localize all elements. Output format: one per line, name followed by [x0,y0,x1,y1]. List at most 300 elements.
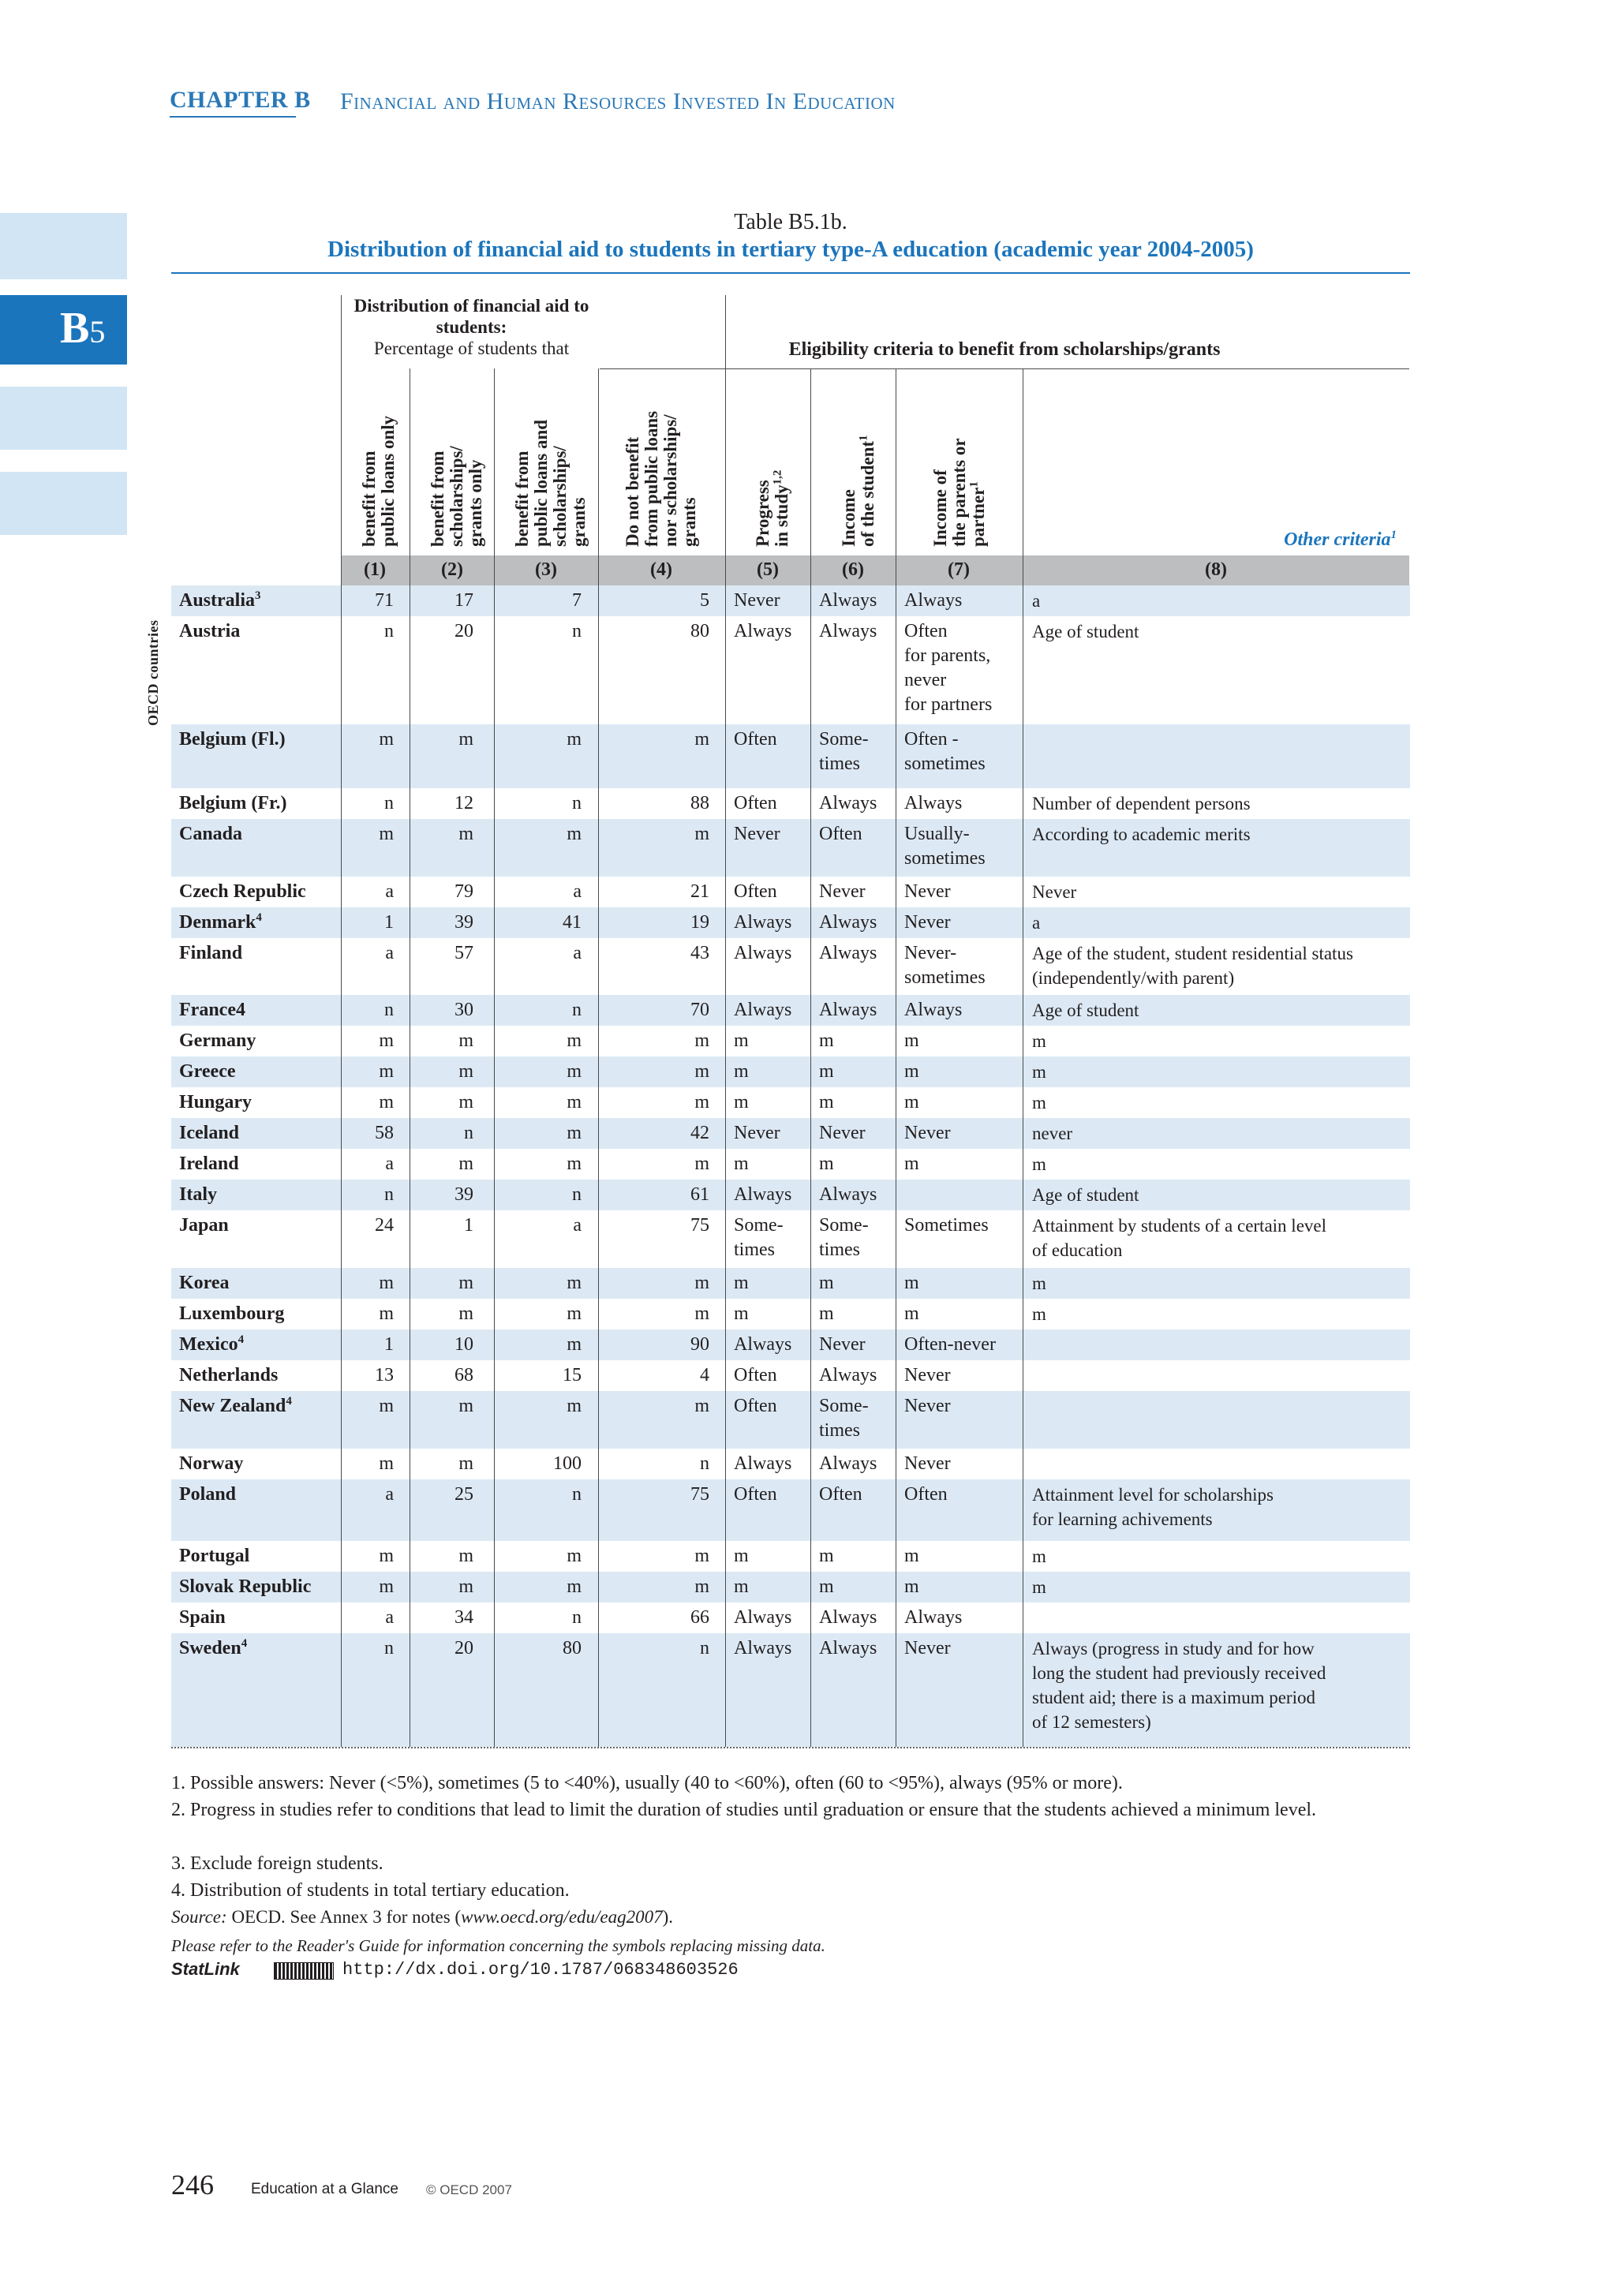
country-name: Germany [179,1030,256,1051]
side-tab-lower-2 [0,472,127,535]
cell-col-7: Never [904,881,951,902]
cell-col-7: Never- sometimes [904,943,986,988]
table-row [171,1479,1410,1541]
cell-col-6: Some- times [819,1215,869,1260]
cell-col-5: Always [734,943,792,963]
country-name: Denmark$^4$ [179,911,262,933]
table-row [171,1026,1410,1056]
cell-col-1: m [379,1576,394,1597]
cell-col-6: Some- times [819,1396,869,1441]
cell-col-7: m [904,1576,919,1597]
cell-col-3: a [573,1215,582,1236]
cell-col-8: m [1032,1031,1046,1051]
country-name: Portugal [179,1546,250,1566]
cell-col-5: Always [734,912,792,933]
cell-col-7: Always [904,590,963,611]
country-name: Japan [179,1215,229,1236]
cell-col-6: Always [819,793,877,813]
cell-col-4: 4 [700,1365,709,1385]
cell-col-1: m [379,1546,394,1566]
cell-col-4: 88 [690,793,709,813]
cell-col-4: 43 [690,943,709,963]
cell-col-6: m [819,1576,834,1597]
column-separator [494,368,495,1747]
cell-col-5: Often [734,793,777,813]
cell-col-5: Always [734,1334,792,1355]
cell-col-5: Often [734,729,777,750]
cell-col-2: n [464,1123,473,1143]
cell-col-6: Always [819,912,877,933]
cell-col-3: n [572,1000,582,1020]
cell-col-5: Often [734,1365,777,1385]
cell-col-2: m [458,1030,473,1051]
table-row [171,1541,1410,1572]
cell-col-3: n [572,793,582,813]
cell-col-1: n [384,1638,394,1658]
country-name: Hungary [179,1092,252,1112]
cell-col-7: Never [904,912,951,933]
table-title: Distribution of financial aid to students in tertiary type-A education (academic year 2004-2005) [327,237,1254,262]
cell-col-8: Number of dependent persons [1032,794,1251,813]
cell-col-3: n [572,1484,582,1505]
chapter-underline [170,116,296,118]
cell-col-1: n [384,1184,394,1205]
cell-col-6: Always [819,1184,877,1205]
cell-col-2: 34 [454,1607,473,1628]
cell-col-3: m [567,1123,582,1143]
cell-col-7: Sometimes [904,1215,989,1236]
footnote-3: 3. Exclude foreign students. [171,1853,383,1874]
table-row [171,1360,1410,1391]
cell-col-2: m [458,1453,473,1474]
cell-col-7: Never [904,1638,951,1658]
cell-col-5: Often [734,1396,777,1416]
cell-col-7: m [904,1154,919,1174]
cell-col-6: Some- times [819,729,869,774]
cell-col-2: 1 [464,1215,473,1236]
missing-data-note: Please refer to the Reader's Guide for information concerning the symbols replacing missing data. [171,1936,825,1955]
column-separator [725,295,726,1747]
table-row [171,1299,1410,1329]
column-separator [598,368,599,1747]
cell-col-8: m [1032,1304,1046,1324]
cell-col-6: Always [819,1000,877,1020]
cell-col-5: m [734,1576,749,1597]
column-number-3: (3) [535,559,557,580]
cell-col-3: 7 [572,590,582,611]
footnote-2: 2. Progress in studies refer to conditions that lead to limit the duration of studies until graduation or ensure that the students achieved a minimum level. [171,1800,1317,1820]
cell-col-2: m [458,1092,473,1112]
cell-col-6: Always [819,1365,877,1385]
cell-col-6: Never [819,1334,866,1355]
country-name: Ireland [179,1154,239,1174]
cell-col-3: m [567,1030,582,1051]
cell-col-7: Often-never [904,1334,996,1355]
cell-col-6: Always [819,1607,877,1628]
table-row [171,1087,1410,1118]
cell-col-7: Always [904,793,963,813]
column-number-4: (4) [650,559,672,580]
statlink-url[interactable]: http://dx.doi.org/10.1787/068348603526 [342,1960,739,1980]
table-row [171,585,1410,616]
cell-col-2: m [458,729,473,750]
cell-col-7: m [904,1303,919,1324]
table-row [171,1056,1410,1087]
cell-col-3: m [567,1061,582,1082]
table-row [171,819,1410,877]
table-row [171,1572,1410,1602]
table-row [171,1180,1410,1210]
cell-col-1: 58 [375,1123,394,1143]
cell-col-5: m [734,1061,749,1082]
cell-col-7: Often - sometimes [904,729,986,774]
cell-col-6: Always [819,943,877,963]
country-name: Sweden$^4$ [179,1637,248,1658]
cell-col-2: 79 [454,881,473,902]
cell-col-7: Never [904,1365,951,1385]
table-row [171,616,1410,724]
cell-col-4: m [694,1546,709,1566]
cell-col-3: 15 [563,1365,582,1385]
cell-col-5: Some- times [734,1215,784,1260]
statlink-barcode-icon [274,1962,334,1980]
cell-col-4: 61 [690,1184,709,1205]
cell-col-2: m [458,1546,473,1566]
cell-col-8: a [1032,913,1041,933]
cell-col-1: m [379,1273,394,1293]
cell-col-2: 12 [454,793,473,813]
cell-col-7: m [904,1273,919,1293]
cell-col-5: Often [734,881,777,902]
cell-col-3: m [567,824,582,844]
cell-col-7: m [904,1061,919,1082]
statlink-label: StatLink [171,1959,240,1979]
cell-col-2: 10 [454,1334,473,1355]
cell-col-8: m [1032,1273,1046,1293]
cell-col-7: Always [904,1000,963,1020]
cell-col-1: m [379,1092,394,1112]
cell-col-6: Never [819,881,866,902]
cell-col-3: m [567,1576,582,1597]
country-name: Mexico$^4$ [179,1333,245,1355]
cell-col-6: m [819,1030,834,1051]
country-name: Finland [179,943,243,963]
publication-name: Education at a Glance [251,2181,398,2197]
cell-col-3: m [567,1396,582,1416]
cell-col-6: Often [819,824,862,844]
cell-col-7: m [904,1546,919,1566]
table-row [171,1449,1410,1479]
cell-col-4: n [700,1453,709,1474]
column-header-other-criteria: Other criteria$^1$ [1284,529,1397,550]
country-name: Greece [179,1061,236,1082]
column-header-4: Do not benefit from public loans nor scholarships/ grants [623,410,699,547]
cell-col-4: 75 [690,1484,709,1505]
cell-col-2: 57 [454,943,473,963]
country-name: Australia$^3$ [179,589,261,611]
footnote-4: 4. Distribution of students in total tertiary education. [171,1880,570,1901]
table-number: Table B5.1b. [734,210,847,234]
cell-col-3: n [572,1607,582,1628]
cell-col-7: Always [904,1607,963,1628]
table-row [171,788,1410,819]
oecd-countries-label: OECD countries [145,619,161,726]
cell-col-1: n [384,621,394,641]
side-tab-upper [0,213,127,279]
chapter-title: Financial and Human Resources Invested In Education [340,88,896,114]
cell-col-2: m [458,824,473,844]
cell-col-2: 39 [454,1184,473,1205]
cell-col-2: 20 [454,621,473,641]
side-tab-lower-1 [0,387,127,450]
cell-col-1: n [384,793,394,813]
chapter-label: CHAPTER B [170,87,311,113]
cell-col-5: Always [734,1453,792,1474]
cell-col-4: 21 [690,881,709,902]
table-top-rule [171,272,1410,274]
cell-col-3: m [567,1154,582,1174]
cell-col-6: Always [819,1453,877,1474]
cell-col-1: 71 [375,590,394,611]
cell-col-5: Always [734,1184,792,1205]
table-row [171,1268,1410,1299]
column-number-8: (8) [1205,559,1227,580]
cell-col-8: never [1032,1124,1073,1143]
source-link[interactable]: www.oecd.org/edu/eag2007 [461,1907,663,1927]
cell-col-8: m [1032,1577,1046,1597]
table-row [171,1210,1410,1268]
cell-col-4: n [700,1638,709,1658]
column-separator [810,368,811,1747]
cell-col-5: m [734,1092,749,1112]
table-row [171,1633,1410,1747]
cell-col-6: Always [819,590,877,611]
cell-col-5: Often [734,1484,777,1505]
cell-col-6: Always [819,621,877,641]
cell-col-2: 25 [454,1484,473,1505]
cell-col-3: 80 [563,1638,582,1658]
cell-col-8: Attainment level for scholarships for learning achivements [1032,1485,1274,1529]
table-bottom-rule [171,1747,1410,1748]
cell-col-3: a [573,881,582,902]
cell-col-1: m [379,824,394,844]
cell-col-3: m [567,1273,582,1293]
cell-col-4: 19 [690,912,709,933]
cell-col-8: According to academic merits [1032,825,1251,844]
header-rule [600,368,1409,369]
table-row [171,1329,1410,1360]
cell-col-2: 68 [454,1365,473,1385]
cell-col-3: n [572,621,582,641]
cell-col-4: 75 [690,1215,709,1236]
cell-col-8: Attainment by students of a certain level of education [1032,1216,1326,1260]
cell-col-2: 39 [454,912,473,933]
country-name: Czech Republic [179,881,306,902]
cell-col-8: m [1032,1062,1046,1082]
country-name: Belgium (Fl.) [179,729,286,750]
cell-col-1: 1 [384,912,394,933]
cell-col-1: a [385,1607,394,1628]
cell-col-8: m [1032,1546,1046,1566]
column-number-7: (7) [948,559,970,580]
group-header-eligibility: Eligibility criteria to benefit from scholarships/grants [788,339,1221,360]
cell-col-2: 20 [454,1638,473,1658]
cell-col-3: m [567,1092,582,1112]
cell-col-6: Often [819,1484,862,1505]
cell-col-6: m [819,1273,834,1293]
cell-col-5: Always [734,621,792,641]
cell-col-3: m [567,1303,582,1324]
table-row [171,877,1410,907]
cell-col-8: m [1032,1093,1046,1112]
cell-col-7: Often for parents, never for partners [904,621,993,715]
cell-col-6: Always [819,1638,877,1658]
cell-col-5: m [734,1273,749,1293]
cell-col-4: m [694,729,709,750]
footnote-1: 1. Possible answers: Never (<5%), sometimes (5 to <40%), usually (40 to <60%), often (60 to <95%), always (95% or more). [171,1773,1123,1793]
cell-col-5: Always [734,1607,792,1628]
country-name: Luxembourg [179,1303,285,1324]
country-name: Iceland [179,1123,240,1143]
cell-col-5: Never [734,824,780,844]
cell-col-6: m [819,1154,834,1174]
country-name: Belgium (Fr.) [179,793,287,813]
table-row [171,1602,1410,1633]
country-name: Korea [179,1273,230,1293]
cell-col-5: Always [734,1638,792,1658]
cell-col-2: m [458,1396,473,1416]
table-row [171,1391,1410,1449]
group-header-distribution: Distribution of financial aid to students: Percentage of students that [354,296,589,358]
cell-col-1: m [379,729,394,750]
country-name: Canada [179,824,243,844]
cell-col-1: n [384,1000,394,1020]
column-header-3: benefit from public loans and scholarships/ grants [512,419,589,547]
cell-col-1: a [385,1484,394,1505]
country-name: New Zealand$^4$ [179,1395,292,1416]
cell-col-2: m [458,1303,473,1324]
cell-col-4: m [694,1061,709,1082]
cell-col-1: a [385,881,394,902]
cell-col-8: Never [1032,882,1077,902]
cell-col-5: m [734,1154,749,1174]
column-header-5: Progress in study$^{1,2}$ [753,469,791,547]
cell-col-1: m [379,1061,394,1082]
cell-col-3: a [573,943,582,963]
cell-col-4: m [694,1154,709,1174]
cell-col-1: m [379,1303,394,1324]
cell-col-1: a [385,943,394,963]
table-row [171,1118,1410,1149]
cell-col-8: Age of student [1032,1185,1139,1205]
table-row [171,995,1410,1026]
cell-col-6: m [819,1546,834,1566]
cell-col-5: Always [734,1000,792,1020]
cell-col-6: m [819,1092,834,1112]
cell-col-4: m [694,1273,709,1293]
country-name: Netherlands [179,1365,279,1385]
table-row [171,1149,1410,1180]
cell-col-8: a [1032,591,1041,611]
cell-col-4: m [694,1576,709,1597]
country-name: Italy [179,1184,217,1205]
cell-col-3: m [567,1546,582,1566]
cell-col-2: m [458,1273,473,1293]
side-tab-label: B5 [60,304,106,353]
column-header-1: benefit from public loans only [359,415,398,547]
cell-col-1: 13 [375,1365,394,1385]
country-name: France4 [179,1000,245,1020]
cell-col-8: Age of student [1032,1000,1139,1020]
cell-col-8: Age of the student, student residential status (independently/with parent) [1032,944,1353,988]
table-row [171,938,1410,995]
country-name: Norway [179,1453,244,1474]
cell-col-7: Often [904,1484,948,1505]
cell-col-6: m [819,1303,834,1324]
source-note: Source: OECD. See Annex 3 for notes (www.oecd.org/edu/eag2007). [171,1907,674,1927]
cell-col-3: 100 [553,1453,582,1474]
cell-col-5: m [734,1303,749,1324]
column-number-1: (1) [364,559,386,580]
column-header-2: benefit from scholarships/ grants only [428,446,485,547]
cell-col-4: m [694,1303,709,1324]
column-number-2: (2) [441,559,463,580]
cell-col-2: m [458,1576,473,1597]
cell-col-3: n [572,1184,582,1205]
copyright: © OECD 2007 [426,2182,512,2197]
cell-col-8: Always (progress in study and for how long the student had previously received student aid; there is a maximum period of 12 semesters) [1032,1639,1326,1732]
column-number-6: (6) [842,559,864,580]
column-header-7: Income of the parents or partner$^1$ [930,438,988,547]
country-name: Austria [179,621,241,641]
country-name: Spain [179,1607,226,1628]
country-name: Slovak Republic [179,1576,312,1597]
column-header-6: Income of the student$^1$ [839,435,877,547]
cell-col-7: m [904,1030,919,1051]
cell-col-3: m [567,1334,582,1355]
cell-col-1: 1 [384,1334,394,1355]
cell-col-1: m [379,1453,394,1474]
cell-col-6: Never [819,1123,866,1143]
cell-col-1: a [385,1154,394,1174]
cell-col-5: Never [734,590,780,611]
cell-col-4: 66 [690,1607,709,1628]
column-number-5: (5) [757,559,779,580]
cell-col-2: 30 [454,1000,473,1020]
cell-col-4: 42 [690,1123,709,1143]
table-row [171,724,1410,788]
cell-col-7: Usually- sometimes [904,824,986,869]
cell-col-1: m [379,1396,394,1416]
cell-col-4: 5 [700,590,709,611]
cell-col-4: m [694,1092,709,1112]
cell-col-8: Age of student [1032,622,1139,641]
cell-col-4: m [694,1030,709,1051]
cell-col-5: m [734,1030,749,1051]
country-name: Poland [179,1484,237,1505]
table-row [171,907,1410,938]
cell-col-4: m [694,824,709,844]
cell-col-6: m [819,1061,834,1082]
cell-col-4: m [694,1396,709,1416]
cell-col-5: Never [734,1123,780,1143]
cell-col-4: 90 [690,1334,709,1355]
cell-col-7: m [904,1092,919,1112]
cell-col-2: m [458,1154,473,1174]
cell-col-3: 41 [563,912,582,933]
cell-col-5: m [734,1546,749,1566]
cell-col-7: Never [904,1396,951,1416]
